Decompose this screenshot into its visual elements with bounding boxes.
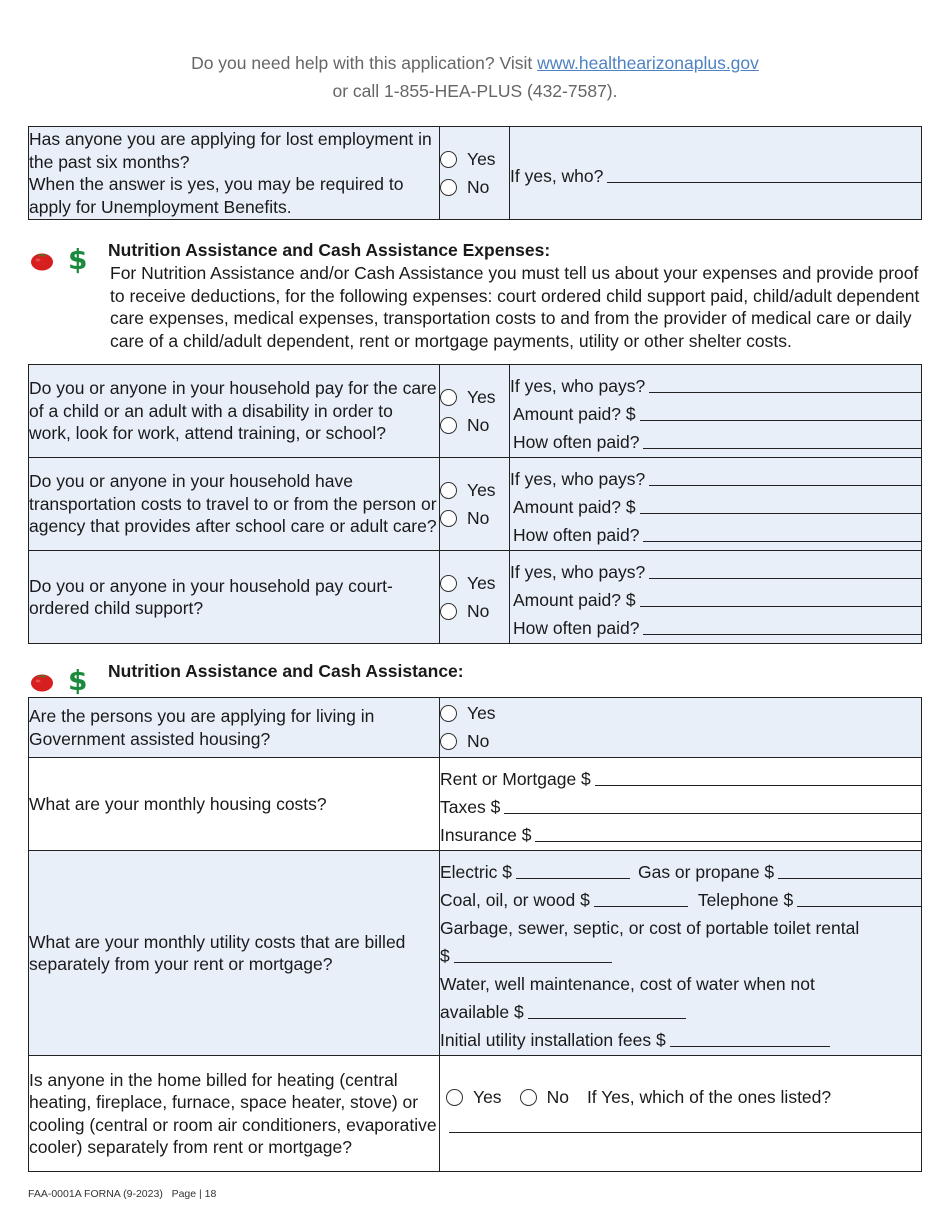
housing-costs-question: What are your monthly housing costs? (29, 758, 440, 851)
table-row: Do you or anyone in your household pay court-ordered child support? Yes No If yes, who pays? Amount paid? $ How often paid? (29, 551, 922, 644)
table-row: Is anyone in the home billed for heating (central heating, fireplace, furnace, space heater, stove) or cooling (central or room air conditioners, evaporative cooler) separately from rent or mortgage? Yes No If Yes, which of the ones listed? (29, 1056, 922, 1172)
dollar-icon: $ (68, 243, 88, 276)
transportation-no-radio[interactable] (440, 510, 457, 527)
table-row: What are your monthly housing costs? Rent or Mortgage $ Taxes $ Insurance $ (29, 758, 922, 851)
assisted-housing-no-radio[interactable] (440, 733, 457, 750)
dependent-care-yes-radio[interactable] (440, 389, 457, 406)
insurance-field[interactable] (535, 823, 921, 842)
table-row: What are your monthly utility costs that are billed separately from your rent or mortgage? Electric $ Gas or propane $ Coal, oil, or wood $ Telephone $ Garbage, sewer, septic, or cost of portable toilet rental $ Water, well maintenance, cost of water when not available $ Initial utility installation fees $ (29, 851, 922, 1056)
heating-yes-radio[interactable] (446, 1089, 463, 1106)
housing-table (28, 697, 922, 1172)
employment-who-field[interactable] (607, 164, 921, 183)
utility-costs-question: What are your monthly utility costs that are billed separately from your rent or mortgage? (29, 851, 440, 1056)
employment-row (29, 127, 922, 220)
dependent-care-often-field[interactable] (643, 430, 921, 449)
heating-no-radio[interactable] (520, 1089, 537, 1106)
help-text: Do you need help with this application? Visit (191, 53, 538, 73)
help-line-1 (0, 53, 950, 74)
page-footer (28, 1188, 216, 1200)
dependent-care-no-radio[interactable] (440, 417, 457, 434)
page-number: Page | 18 (171, 1188, 217, 1200)
dependent-care-question: Do you or anyone in your household pay for the care of a child or an adult with a disability in order to work, look for work, attend training, or school? (29, 365, 440, 458)
child-support-no-radio[interactable] (440, 603, 457, 620)
child-support-often-field[interactable] (643, 616, 921, 635)
heating-cooling-question: Is anyone in the home billed for heating (central heating, fireplace, furnace, space heater, stove) or cooling (central or room air conditioners, evaporative cooler) separately from rent or mortgage? (29, 1056, 440, 1172)
child-support-who-field[interactable] (649, 560, 921, 579)
section-expenses-body: For Nutrition Assistance and/or Cash Assistance you must tell us about your expenses and provide proof to receive deductions, for the following expenses: court ordered child support paid, child/adult dependent care expenses, medical expenses, transportation costs to and from the provider of medical care or daily care of a child/adult dependent, rent or mortgage payments, utility or other shelter costs. (110, 263, 920, 351)
gas-propane-field[interactable] (778, 860, 921, 879)
coal-oil-wood-field[interactable] (594, 888, 688, 907)
transportation-amount-field[interactable] (640, 495, 921, 514)
employment-who-cell (510, 127, 922, 220)
telephone-field[interactable] (797, 888, 921, 907)
form-id: FAA-0001A FORNA (9-2023) (28, 1188, 163, 1200)
tomato-icon (30, 249, 54, 271)
employment-yes-radio[interactable] (440, 151, 457, 168)
transportation-question: Do you or anyone in your household have transportation costs to travel to or from the person or agency that provides after school care or adult care? (29, 458, 440, 551)
child-support-yes-radio[interactable] (440, 575, 457, 592)
employment-no-radio[interactable] (440, 179, 457, 196)
taxes-field[interactable] (504, 795, 921, 814)
employment-yes-no: Yes No (440, 127, 510, 220)
expenses-table (28, 364, 922, 644)
installation-fees-field[interactable] (670, 1028, 830, 1047)
table-row: Are the persons you are applying for living in Government assisted housing? Yes No (29, 698, 922, 758)
transportation-often-field[interactable] (643, 523, 921, 542)
employment-question: Has anyone you are applying for lost employment in the past six months? When the answer is yes, you may be required to apply for Unemployment Benefits. (29, 127, 440, 220)
table-row: Do you or anyone in your household pay for the care of a child or an adult with a disability in order to work, look for work, attend training, or school? Yes No If yes, who pays? Amount paid? $ How often paid? (29, 365, 922, 458)
table-row: Do you or anyone in your household have transportation costs to travel to or from the person or agency that provides after school care or adult care? Yes No If yes, who pays? Amount paid? $ How often paid? (29, 458, 922, 551)
section-assistance-title: Nutrition Assistance and Cash Assistance: (108, 661, 464, 681)
website-link[interactable]: www.healthearizonaplus.gov (537, 53, 759, 73)
assisted-housing-question: Are the persons you are applying for living in Government assisted housing? (29, 698, 440, 758)
water-field[interactable] (528, 1000, 686, 1019)
heating-which-field[interactable] (449, 1132, 921, 1133)
child-support-amount-field[interactable] (640, 588, 921, 607)
section-expenses-header (30, 240, 920, 352)
dollar-icon: $ (68, 664, 88, 697)
section-expenses-title: Nutrition Assistance and Cash Assistance Expenses: (108, 240, 551, 260)
employment-note: When the answer is yes, you may be required to apply for Unemployment Benefits. (29, 174, 404, 217)
dependent-care-amount-field[interactable] (640, 402, 921, 421)
employment-who-label: If yes, who? (510, 166, 604, 186)
section-assistance-header (30, 661, 920, 697)
help-line-2: or call 1-855-HEA-PLUS (432-7587). (332, 81, 618, 101)
rent-mortgage-field[interactable] (595, 767, 921, 786)
electric-field[interactable] (516, 860, 630, 879)
transportation-who-field[interactable] (649, 467, 921, 486)
transportation-yes-radio[interactable] (440, 482, 457, 499)
heating-which-label: If Yes, which of the ones listed? (586, 1086, 832, 1107)
employment-table (28, 126, 922, 220)
tomato-icon (30, 670, 54, 692)
assisted-housing-yes-radio[interactable] (440, 705, 457, 722)
garbage-sewer-field[interactable] (454, 944, 612, 963)
child-support-question: Do you or anyone in your household pay court-ordered child support? (29, 551, 440, 644)
dependent-care-who-field[interactable] (649, 374, 921, 393)
